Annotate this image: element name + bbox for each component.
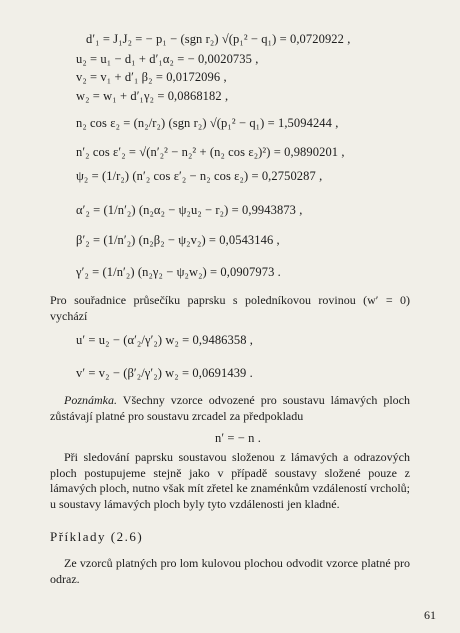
note-block — [50, 393, 410, 424]
exercise-text: Ze vzorců platných pro lom kulovou plochou odvodit vzorce platné pro odraz. — [50, 556, 410, 586]
equation-v2: v₂ = v₁ + d′₁ β₂ = 0,0172096 , — [76, 70, 227, 84]
equation-v-prime: v′ = v₂ − (β′₂/γ′₂) w₂ = 0,0691439 . — [76, 366, 253, 380]
page-number: 61 — [424, 608, 436, 622]
equation-d1: d′₁ = J₁J₂ = − p₁ − (sgn r₂) √(p₁² − q₁) = 0,0720922 , — [86, 32, 351, 46]
note-label: Poznámka. — [64, 393, 117, 407]
equation-u-prime: u′ = u₂ − (α′₂/γ′₂) w₂ = 0,9486358 , — [76, 333, 254, 347]
note-equation: n′ = − n . — [215, 431, 261, 445]
note-text: Všechny vzorce odvozené pro soustavu lámavých ploch zůstávají platné pro soustavu zrcadel za předpokladu — [50, 393, 410, 423]
equation-gamma2: γ′₂ = (1/n′₂) (n₂γ₂ − ψ₂w₂) = 0,0907973 . — [76, 265, 281, 279]
equation-u2: u₂ = u₁ − d₁ + d′₁α₂ = − 0,0020735 , — [76, 52, 259, 66]
equation-psi2: ψ₂ = (1/r₂) (n′₂ cos ε′₂ − n₂ cos ε₂) = 0,2750287 , — [76, 169, 323, 183]
intersection-text: Pro souřadnice průsečíku paprsku s poledníkovou rovinou (w′ = 0) vychází — [50, 293, 410, 323]
equation-w2: w₂ = w₁ + d′₁γ₂ = 0,0868182 , — [76, 89, 229, 103]
equation-alpha2: α′₂ = (1/n′₂) (n₂α₂ − ψ₂u₂ − r₂) = 0,9943873 , — [76, 203, 303, 217]
equation-beta2: β′₂ = (1/n′₂) (n₂β₂ − ψ₂v₂) = 0,0543146 , — [76, 233, 280, 247]
body-paragraph: Při sledování paprsku soustavou složenou z lámavých a odrazových ploch postupujeme stejně jako v případě soustavy složené pouze z lámavých ploch, nutno však mít zřetel ke znaménkům vzdáleností vrcholů; u soustavy lámavých ploch byly tyto vzdálenosti jen kladné. — [50, 450, 410, 511]
equation-n2prime-cos: n′₂ cos ε′₂ = √(n′₂² − n₂² + (n₂ cos ε₂)²) = 0,9890201 , — [76, 145, 345, 159]
examples-heading: Příklady (2.6) — [50, 529, 144, 544]
equation-n2-cos: n₂ cos ε₂ = (n₂/r₂) (sgn r₂) √(p₁² − q₁) = 1,5094244 , — [76, 116, 339, 130]
